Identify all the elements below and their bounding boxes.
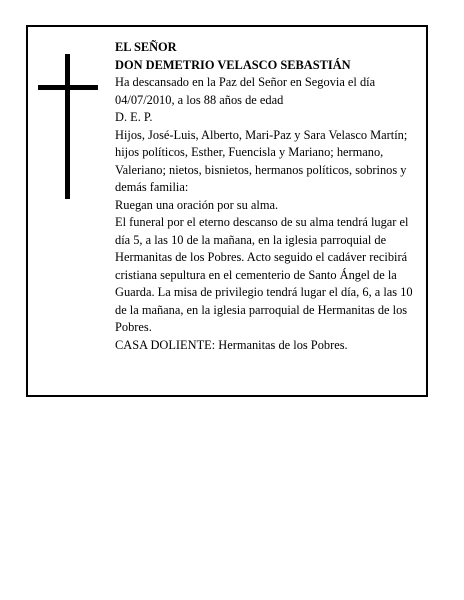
title-line-1: EL SEÑOR xyxy=(115,40,177,54)
obituary-notice xyxy=(26,25,428,397)
cross-horizontal-bar xyxy=(38,85,98,90)
family-list: Hijos, José-Luis, Alberto, Mari-Paz y Sara Velasco Martín; hijos políticos, Esther, Fuencisla y Mariano; hermano, Valeriano; nietos, bisnietos, hermanos políticos, sobrinos y demás familia: xyxy=(115,127,408,194)
prayer-request: Ruegan una oración por su alma. xyxy=(115,197,279,212)
cross-icon xyxy=(38,54,98,199)
funeral-details: El funeral por el eterno descanso de su alma tendrá lugar el día 5, a las 10 de la mañana, en la iglesia parroquial de Hermanitas de los Pobres. Acto seguido el cadáver recibirá cristiana sepultura en el cementerio de Santo Ángel de la Guarda. La misa de privilegio tendrá lugar el día, 6, a las 10 de la mañana, en la iglesia parroquial de Hermanitas de los Pobres. xyxy=(115,215,413,334)
rip-abbreviation: D. E. P. xyxy=(115,110,153,124)
deceased-name: DON DEMETRIO VELASCO SEBASTIÁN xyxy=(115,57,351,72)
mourning-house: CASA DOLIENTE: Hermanitas de los Pobres. xyxy=(115,337,348,352)
cross-vertical-bar xyxy=(65,54,70,199)
obituary-text xyxy=(115,39,421,354)
death-announcement: Ha descansado en la Paz del Señor en Segovia el día 04/07/2010, a los 88 años de edad xyxy=(115,75,376,107)
